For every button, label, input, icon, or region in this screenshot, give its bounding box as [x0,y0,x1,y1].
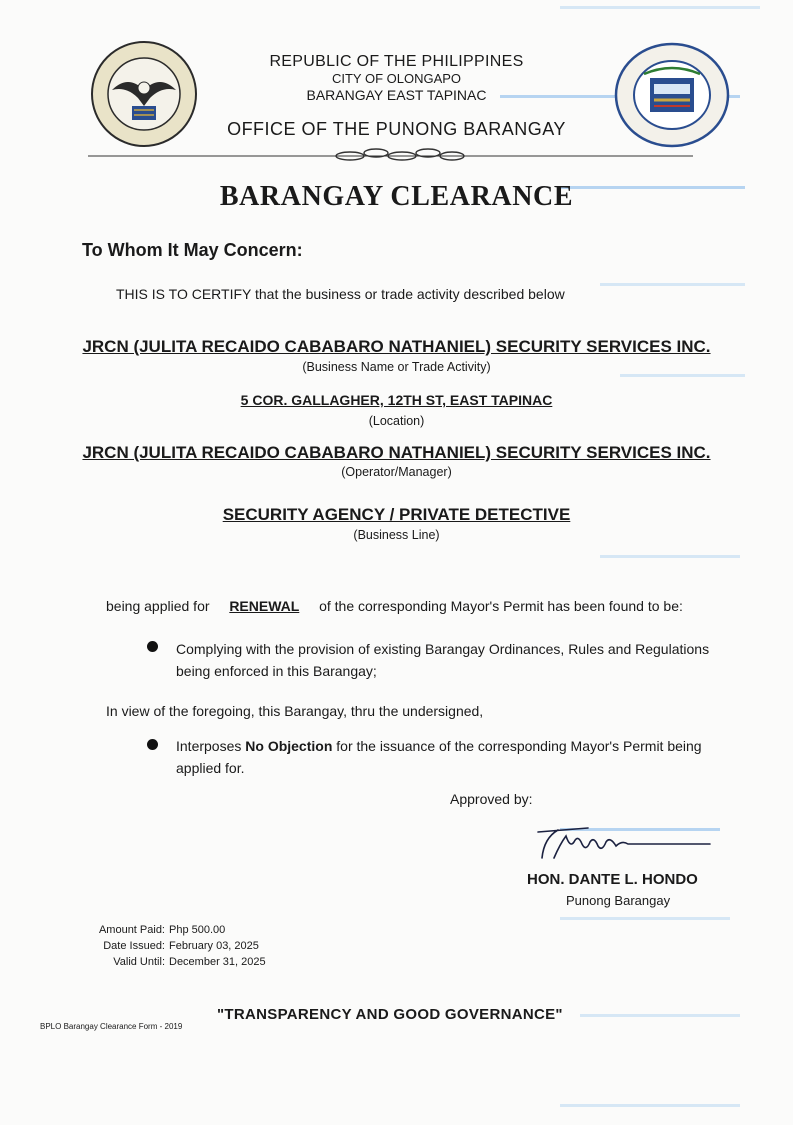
salutation: To Whom It May Concern: [82,240,303,260]
scan-artifact [580,1014,740,1017]
republic-line: REPUBLIC OF THE PHILIPPINES [269,53,524,70]
approved-by-label: Approved by: [450,791,533,807]
operator-caption: (Operator/Manager) [341,465,452,479]
scan-artifact [620,374,745,377]
document-title: BARANGAY CLEARANCE [219,181,574,212]
valid-until-label: Valid Until: [113,956,165,968]
no-objection-pre: Interposes [176,738,242,754]
compliance-line-2: being enforced in this Barangay; [176,663,377,679]
valid-until-row [85,956,266,968]
signature [530,824,720,864]
compliance-statement [176,638,709,682]
bullet-icon [147,641,158,652]
business-line-caption: (Business Line) [353,528,440,542]
operator-name: JRCN (JULITA RECAIDO CABABARO NATHANIEL) SECURITY SERVICES INC. [82,443,711,462]
office-title: OFFICE OF THE PUNONG BARANGAY [227,119,566,139]
certify-statement: THIS IS TO CERTIFY that the business or trade activity described below [116,286,565,302]
ornamental-divider [88,146,693,166]
date-issued-value: February 03, 2025 [169,940,259,952]
location: 5 COR. GALLAGHER, 12TH ST, EAST TAPINAC [240,392,553,408]
city-line: CITY OF OLONGAPO [331,71,462,86]
business-name: JRCN (JULITA RECAIDO CABABARO NATHANIEL) SECURITY SERVICES INC. [82,337,711,356]
approver-name: HON. DANTE L. HONDO [527,871,698,888]
scan-artifact [600,283,745,286]
date-issued-label: Date Issued: [103,940,165,952]
no-objection-bold: No Objection [245,738,333,754]
bullet-icon [147,739,158,750]
business-line: SECURITY AGENCY / PRIVATE DETECTIVE [222,505,571,524]
motto: "TRANSPARENCY AND GOOD GOVERNANCE" [217,1006,563,1023]
location-caption: (Location) [368,414,425,428]
amount-paid-value: Php 500.00 [169,924,226,936]
date-issued-row [85,940,259,952]
application-type: RENEWAL [229,598,300,614]
amount-paid-label: Amount Paid: [98,924,165,936]
barangay-line: BARANGAY EAST TAPINAC [306,87,487,103]
scan-artifact [560,6,760,9]
scan-artifact [560,1104,740,1107]
application-line [106,598,683,614]
application-suffix: of the corresponding Mayor's Permit has been found to be: [319,598,683,614]
scan-artifact [560,917,730,920]
no-objection-line-2: applied for. [176,760,245,776]
business-name-caption: (Business Name or Trade Activity) [302,360,491,374]
compliance-line-1: Complying with the provision of existing Barangay Ordinances, Rules and Regulations [176,641,710,657]
valid-until-value: December 31, 2025 [169,956,266,968]
amount-paid-row [85,924,225,936]
no-objection-statement [176,735,702,779]
foregoing-statement: In view of the foregoing, this Barangay, thru the undersigned, [106,703,484,719]
scan-artifact [600,555,740,558]
approver-position: Punong Barangay [566,893,671,908]
form-code: BPLO Barangay Clearance Form - 2019 [40,1022,183,1031]
no-objection-post: for the issuance of the corresponding Mayor's Permit being [336,738,702,754]
application-prefix: being applied for [106,598,210,614]
